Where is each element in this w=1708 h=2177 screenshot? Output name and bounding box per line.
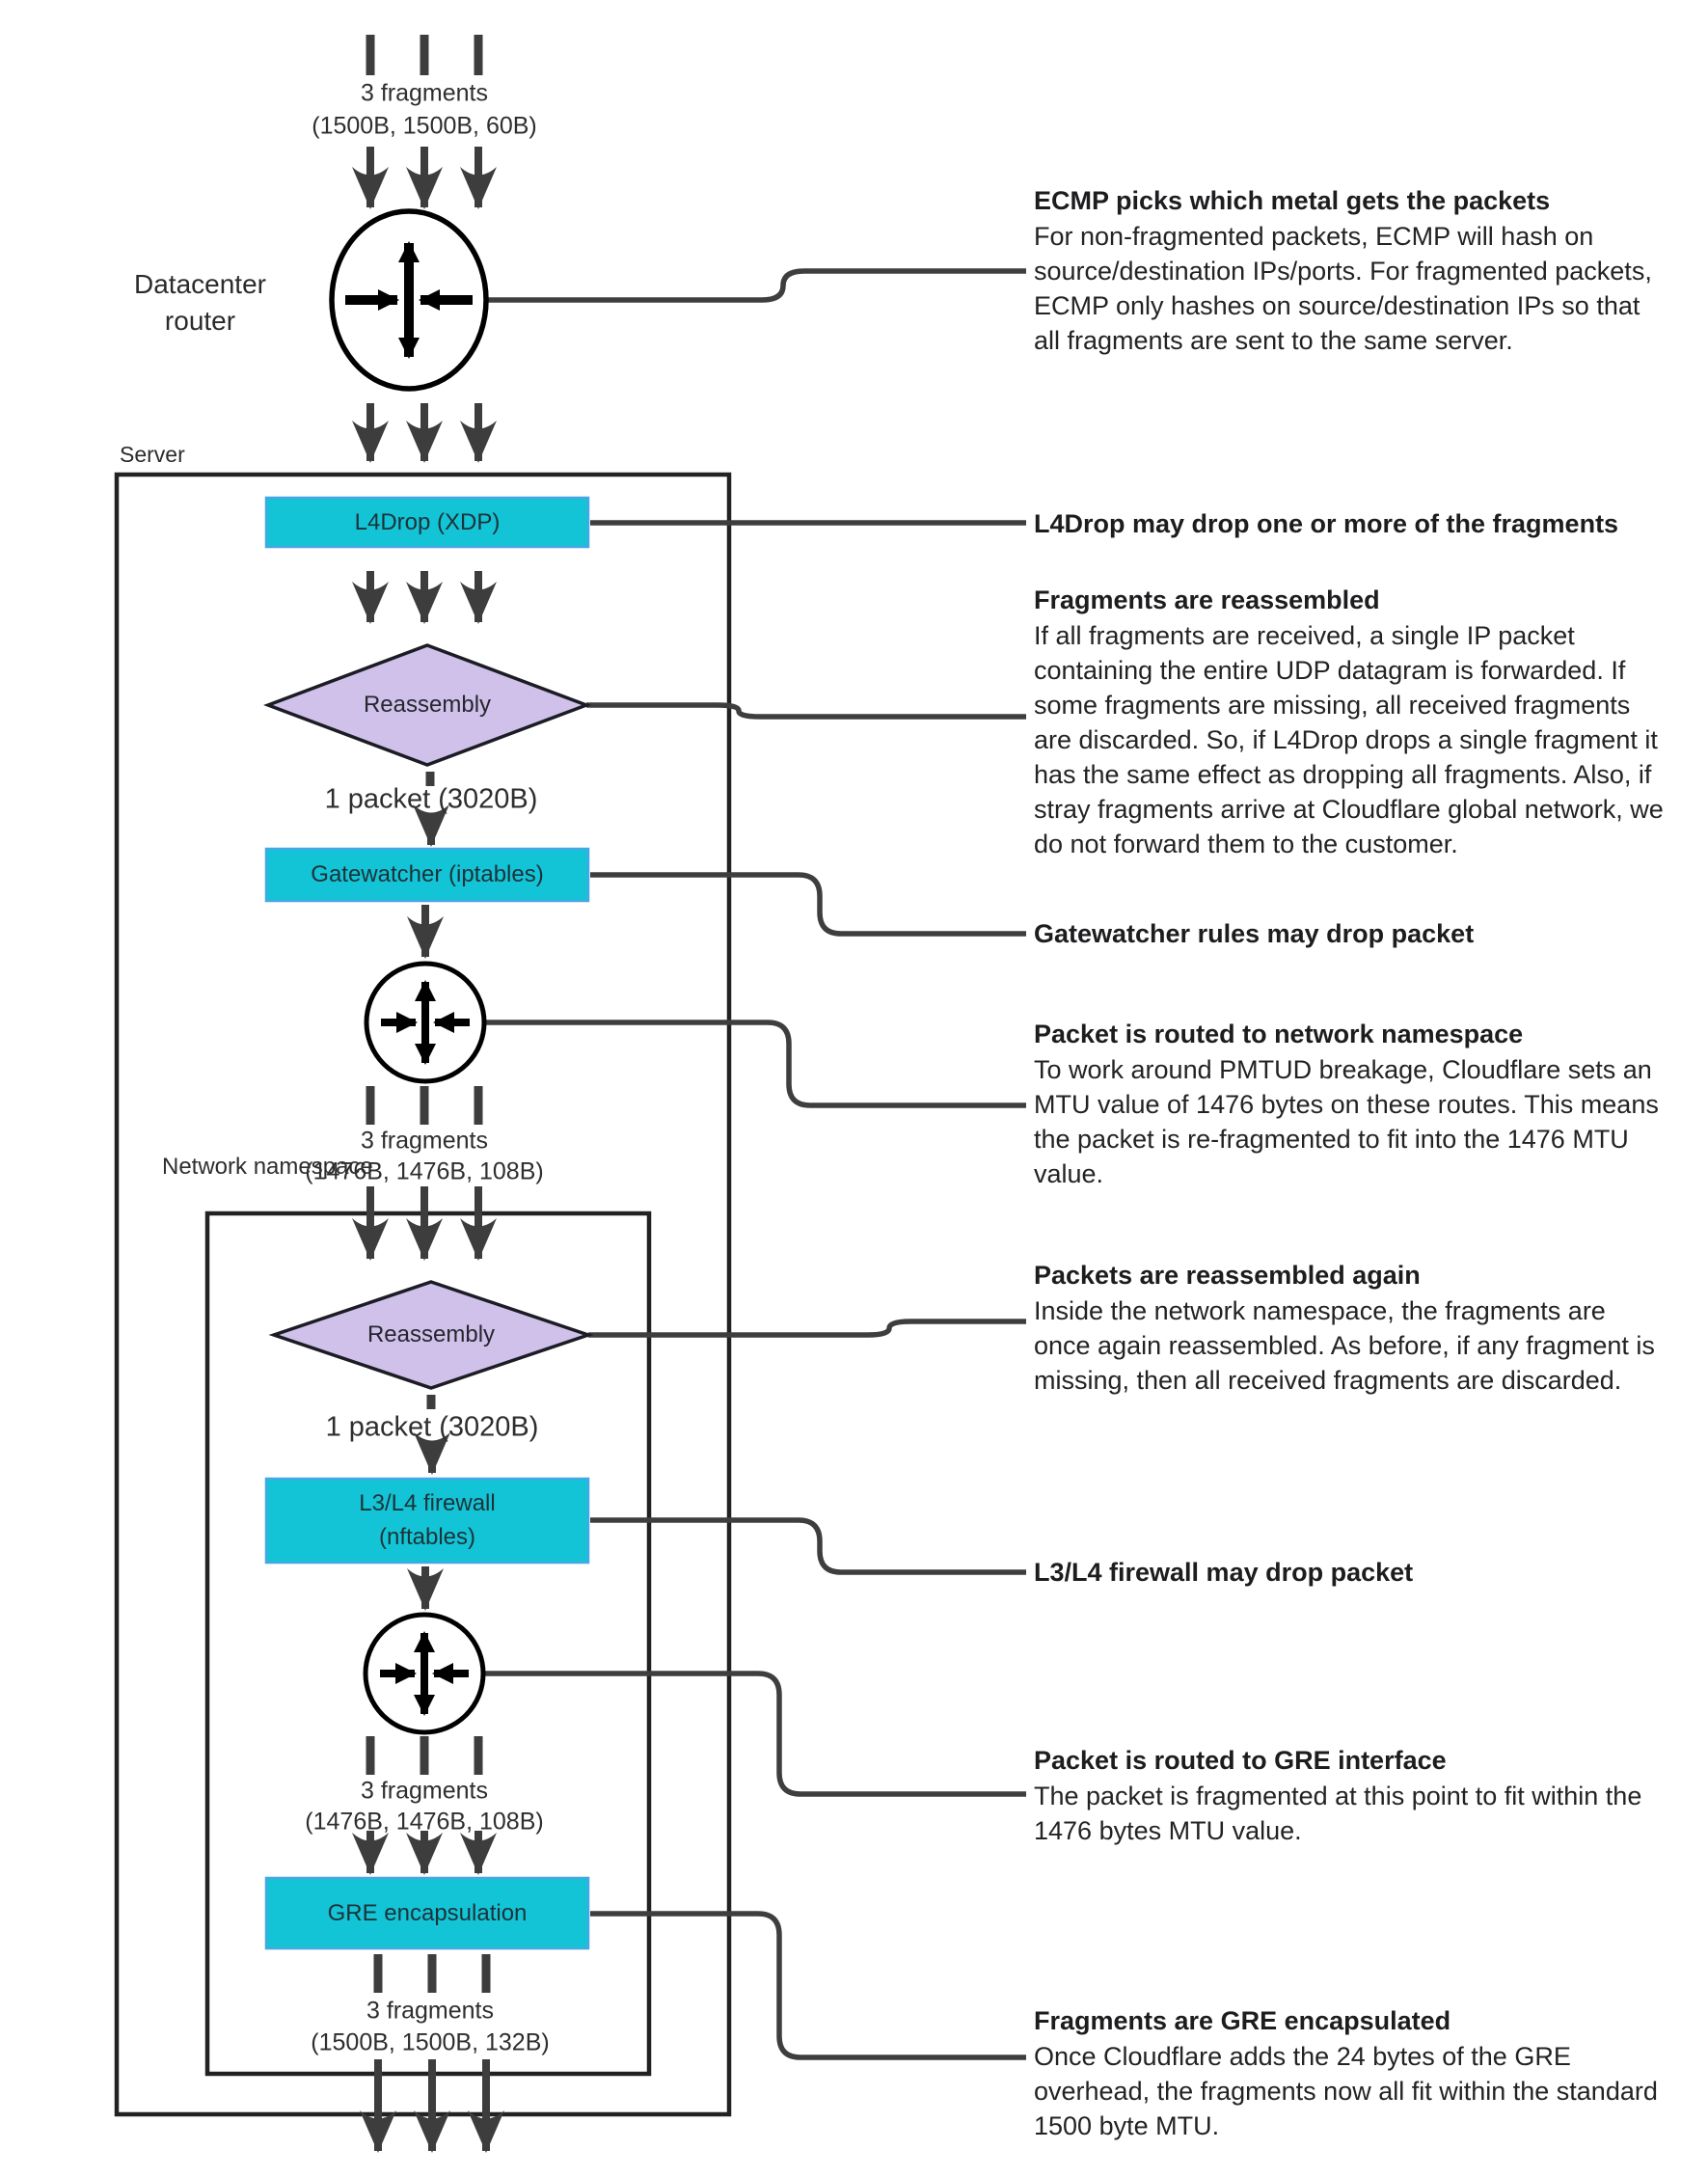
reassembly-label-2: Reassembly [366,1321,496,1347]
l3l4-firewall-label-line2: (nftables) [378,1524,476,1550]
annotation-heading: Packets are reassembled again [1034,1261,1421,1290]
fragment-ticks-top [366,35,483,75]
annotation-heading: Gatewatcher rules may drop packet [1034,919,1475,948]
annotation-body: If all fragments are received, a single IP packet containing the entire UDP datagram is forwarded. If some fragments are missing, all received fragments are discarded. So, if L4Drop drops a single fragment it has the same effect as dropping all fragments. Also, if stray fragments arrive at Cloudflare global network, we do not forward them to the customer. [1034,621,1664,858]
datacenter-router-label: Datacenter router [134,269,266,337]
annotation-gre-interface [1034,1743,1666,1848]
annotation-heading: Packet is routed to GRE interface [1034,1746,1447,1775]
packet-label-2: 1 packet (3020B) [325,1411,539,1443]
annotation-body: Inside the network namespace, the fragments are once again reassembled. As before, if any fragment is missing, then all received fragments are discarded. [1034,1296,1655,1395]
route-icon-gre [366,1615,483,1732]
fragments-sizes-3: (1476B, 1476B, 108B) [305,1808,544,1836]
arrows-into-router [370,147,478,207]
arrows-router-to-server [370,403,478,461]
fragment-ticks-after-firewall [366,1736,483,1775]
fragment-ticks-after-gatewatcher [366,1086,483,1125]
annotation-gre-encapsulated [1034,2003,1666,2143]
datacenter-router-icon [332,211,486,389]
connector-reassembly-1 [586,705,1026,717]
annotation-heading: Fragments are GRE encapsulated [1034,2006,1451,2035]
annotation-body: The packet is fragmented at this point to fit within the 1476 bytes MTU value. [1034,1782,1642,1845]
annotation-heading: ECMP picks which metal gets the packets [1034,186,1551,215]
fragment-ticks-after-gre [374,1954,491,1993]
annotation-fragments-reassembled [1034,583,1666,861]
annotation-heading: Packet is routed to network namespace [1034,1020,1524,1048]
fragments-count-4: 3 fragments [366,1997,495,2025]
annotation-heading: Fragments are reassembled [1034,585,1380,614]
reassembly-label-1: Reassembly [363,692,492,718]
arrows-l4drop-to-reassembly [370,571,478,622]
annotation-heading: L4Drop may drop one or more of the fragments [1034,509,1619,538]
gre-encapsulation-label: GRE encapsulation [327,1900,528,1926]
annotation-reassembled-again [1034,1258,1666,1398]
annotation-l3l4 [1034,1555,1666,1591]
fragments-sizes-1: (1500B, 1500B, 60B) [312,112,537,140]
annotation-body: For non-fragmented packets, ECMP will hash on source/destination IPs/ports. For fragmented packets, ECMP only hashes on source/destination IPs so that all fragments are sent to the same server. [1034,222,1652,355]
arrows-into-gre [370,1831,478,1873]
dash-under-diamond-2 [427,1395,436,1409]
annotation-heading: L3/L4 firewall may drop packet [1034,1558,1414,1587]
connector-reassembly-2 [588,1321,1026,1335]
server-label: Server [120,442,185,467]
fragments-count-1: 3 fragments [360,79,489,107]
fragments-count-3: 3 fragments [360,1777,489,1805]
connector-gre-interface [483,1674,1026,1794]
packet-label-1: 1 packet (3020B) [324,783,538,815]
annotation-routed-namespace [1034,1017,1666,1191]
annotation-gatewatcher [1034,916,1666,952]
connector-ecmp [486,271,1026,300]
annotation-body: To work around PMTUD breakage, Cloudflare sets an MTU value of 1476 bytes on these routes. This means the packet is re-fragmented to fit into the 1476 MTU value. [1034,1055,1659,1188]
network-namespace-label: Network namespace [162,1154,373,1180]
annotation-ecmp [1034,183,1666,358]
gatewatcher-label: Gatewatcher (iptables) [311,861,544,887]
connector-routed-namespace [484,1022,1026,1105]
fragments-sizes-4: (1500B, 1500B, 132B) [311,2028,550,2056]
fragments-count-2: 3 fragments [360,1127,489,1155]
l3l4-firewall-label-line1: L3/L4 firewall [359,1490,496,1516]
annotation-l4drop [1034,506,1666,542]
annotation-body: Once Cloudflare adds the 24 bytes of the GRE overhead, the fragments now all fit within the standard 1500 byte MTU. [1034,2042,1658,2140]
route-icon-namespace [366,964,484,1081]
arrows-into-namespace [370,1186,478,1259]
connector-l3l4 [590,1520,1026,1572]
connector-gre-encap [590,1914,1026,2057]
connector-gatewatcher [590,875,1026,934]
fragments-sizes-2: (1476B, 1476B, 108B) [305,1157,544,1185]
l4drop-label: L4Drop (XDP) [354,509,501,535]
